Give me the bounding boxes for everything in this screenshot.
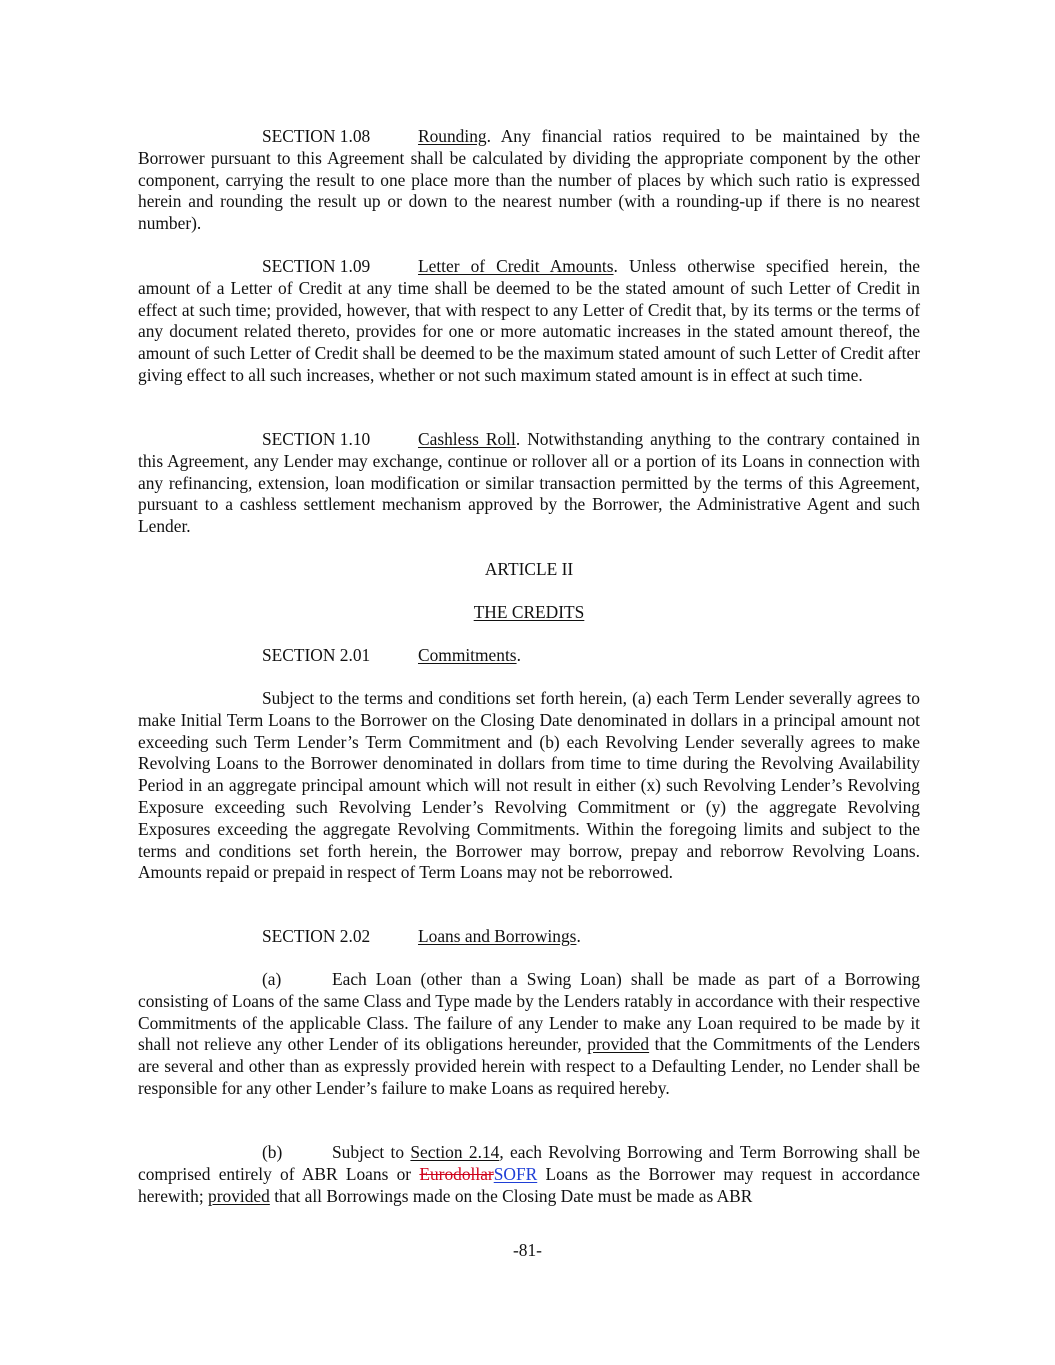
section-number: SECTION 2.02 xyxy=(262,926,371,946)
section-2-01-heading xyxy=(138,645,920,667)
section-number: SECTION 1.10 xyxy=(262,429,371,449)
clause-text: Loans as the Borrower may request in accordance herewith; xyxy=(138,1163,920,1206)
section-2-02-heading xyxy=(138,926,920,948)
section-title: Letter of Credit Amounts xyxy=(418,256,614,276)
section-2-01-body xyxy=(138,688,920,884)
section-text: . Unless otherwise specified herein, the amount of a Letter of Credit at any time shall be deemed to be the stated amount of such Letter of Credit in effect at such time; provided, however, that with respect to any Letter of Credit that, by its terms or the terms of any document related thereto, provides for one or more automatic increases in the stated amount thereof, the amount of such Letter of Credit shall be deemed to be the maximum stated amount of such Letter of Credit after giving effect to all such increases, whether or not such maximum stated amount is in effect at such time. xyxy=(138,256,920,385)
section-1-08 xyxy=(138,126,920,235)
section-title-period: . xyxy=(576,926,581,946)
section-title: Rounding xyxy=(418,126,487,146)
section-text: Subject to the terms and conditions set forth herein, (a) each Term Lender severally agrees to make Initial Term Loans to the Borrower on the Closing Date denominated in dollars in a principal amount not exceeding such Term Lender’s Term Commitment and (b) each Revolving Lender severally agrees to make Revolving Loans to the Borrower denominated in dollars from time to time during the Revolving Availability Period in an aggregate principal amount which will not result in either (x) such Revolving Lender’s Revolving Exposure exceeding such Revolving Lender’s Revolving Commitment or (y) the aggregate Revolving Exposures exceeding the aggregate Revolving Commitments. Within the foregoing limits and subject to the terms and conditions set forth herein, the Borrower may borrow, prepay and reborrow Revolving Loans. Amounts repaid or prepaid in respect of Term Loans may not be reborrowed. xyxy=(138,688,920,883)
deleted-text: Eurodollar xyxy=(419,1163,494,1184)
provided-term: provided xyxy=(587,1034,650,1055)
clause-a xyxy=(138,969,920,1100)
clause-label: (a) xyxy=(262,969,282,989)
clause-text: that all Borrowings made on the Closing Date must be made as ABR xyxy=(269,1185,753,1206)
article-title xyxy=(138,602,920,624)
clause-text: , each Revolving Borrowing and Term Borrowing shall be comprised entirely of ABR Loans or xyxy=(138,1142,920,1184)
section-title-period: . xyxy=(516,645,521,665)
section-1-09 xyxy=(138,256,920,387)
article-label: ARTICLE II xyxy=(484,559,574,579)
article-title-text: THE CREDITS xyxy=(473,602,585,622)
provided-term: provided xyxy=(208,1185,270,1206)
section-title: Commitments xyxy=(418,645,517,665)
section-number: SECTION 1.09 xyxy=(262,256,371,276)
section-title: Loans and Borrowings xyxy=(418,926,577,946)
inserted-text: SOFR xyxy=(493,1163,538,1184)
clause-label: (b) xyxy=(262,1142,283,1162)
section-title: Cashless Roll xyxy=(418,429,516,449)
section-reference: Section 2.14 xyxy=(410,1142,500,1162)
clause-b xyxy=(138,1142,920,1207)
clause-text: Subject to xyxy=(332,1142,411,1162)
section-number: SECTION 2.01 xyxy=(262,645,371,665)
section-number: SECTION 1.08 xyxy=(262,126,371,146)
section-1-10 xyxy=(138,429,920,538)
page-number: -81- xyxy=(513,1240,542,1260)
section-text: . Any financial ratios required to be maintained by the Borrower pursuant to this Agreement shall be calculated by dividing the appropriate component by the other component, carrying the result to one place more than the number of places by which such ratio is expressed herein and rounding the result up or down to the nearest number (with a rounding-up if there is no nearest number). xyxy=(138,126,920,234)
section-text: . Notwithstanding anything to the contrary contained in this Agreement, any Lender may exchange, continue or rollover all or a portion of its Loans in connection with any refinancing, extension, loan modification or similar transaction permitted by the terms of this Agreement, pursuant to a cashless settlement mechanism approved by the Borrower, the Administrative Agent and such Lender. xyxy=(138,429,920,537)
clause-text: Each Loan (other than a Swing Loan) shall be made as part of a Borrowing consisting of Loans of the same Class and Type made by the Lenders ratably in accordance with their respective Commitments of the applicable Class. The failure of any Lender to make any Loan required to be made by it shall not relieve any other Lender of its obligations hereunder, xyxy=(138,969,920,1055)
clause-text: that the Commitments of the Lenders are several and other than as expressly provided herein with respect to a Defaulting Lender, no Lender shall be responsible for any other Lender’s failure to make Loans as required hereby. xyxy=(138,1034,920,1098)
